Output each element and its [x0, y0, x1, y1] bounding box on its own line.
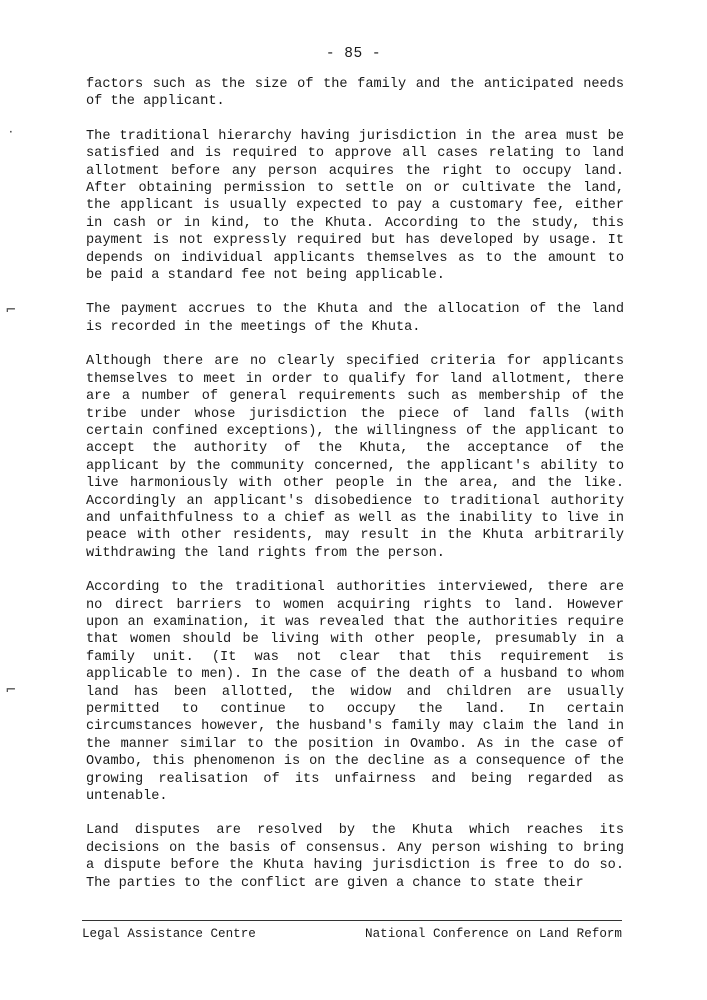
paragraph: factors such as the size of the family and the anticipated needs of the applicant.: [86, 77, 624, 110]
footer: [82, 927, 622, 941]
margin-mark: ⌐: [6, 300, 16, 319]
paragraph: The traditional hierarchy having jurisdiction in the area must be satisfied and is required to approve all cases relating to land allotment before any person acquires the right to occupy land. After obtaining permission to settle on or cultivate the land, the applicant is usually expected to pay a customary fee, either in cash or in kind, to the Khuta. According to the study, this payment is not expressly required but has developed by usage. It depends on individual applicants themselves as to the amount to be paid a standard fee not being applicable.: [86, 128, 624, 284]
page-number: - 85 -: [325, 46, 382, 62]
footer-organization: Legal Assistance Centre: [82, 927, 256, 941]
footer-divider: [82, 920, 622, 921]
paragraph: Although there are no clearly specified criteria for applicants themselves to meet in order to qualify for land allotment, there are a number of general requirements such as membership of the tribe under whose jurisdiction the piece of land falls (with certain confined exceptions), the willingness of the applicant to accept the authority of the Khuta, the acceptance of the applicant by the community concerned, the applicant's ability to live harmoniously with other people in the area, and the like. Accordingly an applicant's disobedience to traditional authority and unfaithfulness to a chief as well as the inability to live in peace with other residents, may result in the Khuta arbitrarily withdrawing the land rights from the person.: [86, 354, 624, 561]
paragraph: According to the traditional authorities interviewed, there are no direct barriers to women acquiring rights to land. However upon an examination, it was revealed that the authorities require that women should be living with other people, presumably in a family unit. (It was not clear that this requirement is applicable to men). In the case of the death of a husband to whom land has been allotted, the widow and children are usually permitted to continue to occupy the land. In certain circumstances however, the husband's family may claim the land in the manner similar to the position in Ovambo. As in the case of Ovambo, this phenomenon is on the decline as a consequence of the growing realisation of its unfairness and being regarded as untenable.: [86, 580, 624, 805]
paragraph: The payment accrues to the Khuta and the allocation of the land is recorded in the meetings of the Khuta.: [86, 302, 624, 335]
body-text: [86, 76, 624, 909]
paragraph: Land disputes are resolved by the Khuta which reaches its decisions on the basis of consensus. Any person wishing to bring a dispute before the Khuta having jurisdiction is free to do so. The parties to the conflict are given a chance to state their: [86, 823, 624, 891]
margin-mark: ˙: [6, 128, 16, 147]
footer-conference: National Conference on Land Reform: [365, 927, 622, 941]
margin-mark: ⌐: [6, 680, 16, 699]
